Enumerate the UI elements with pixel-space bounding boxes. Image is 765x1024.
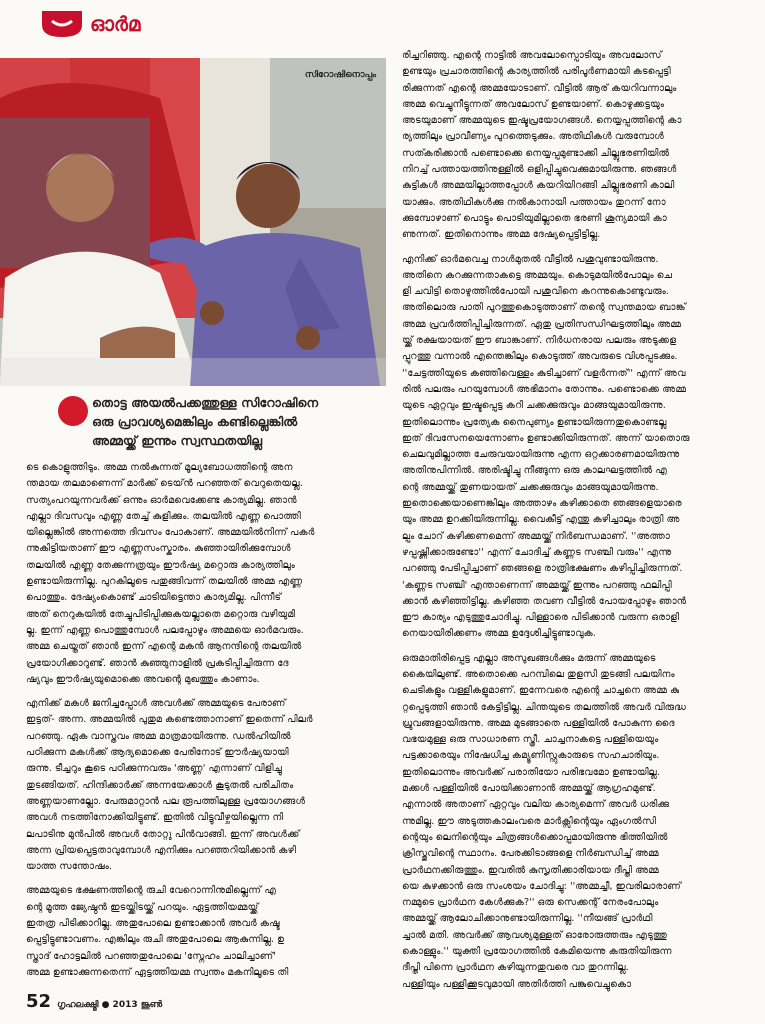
article-line: എന്നാൽ അതാണ് ഏറ്റവും വലിയ കാര്യമെന്ന് അവർ ധരിക്കു — [402, 799, 670, 811]
article-line: ക്രിസ്തുവിന്റെ സ്ഥാനം. പേരക്കിടാങ്ങളെ നിർബന്ധിച്ച് അമ്മ — [402, 848, 659, 860]
article-line: പ്രയോഗിക്കാറുണ്ട്. ഞാൻ കുഞ്ഞുനാളിൽ പ്രകടിപ്പിച്ചിരുന്ന ദേ — [26, 657, 289, 669]
pull-quote-line: ഒരു പ്രാവശ്യമെങ്കിലും കണ്ടില്ലെങ്കിൽ — [92, 414, 298, 429]
article-line: യില്ലെങ്കിൽ അന്നത്തെ ദിവസം പോകാണ്. അമ്മയിൽനിന്ന് പകർ — [26, 527, 315, 539]
article-line: ന്നുകിട്ടിയതാണ് ഈ എണ്ണസംസ്കാരം. കുഞ്ഞായിരിക്കുമ്പോൾ — [26, 543, 291, 555]
article-line: ന്നുമില്ല. ഈ അടുത്തകാലംവരെ മാർക്സിന്റെയും ഏംഗൽസി — [402, 815, 657, 827]
article-line: അവൾ നടത്തിനോക്കിയിട്ടുണ്ട്. ഇതിൽ വിട്ടുവീഴ്ചയില്ലെന്ന നി — [26, 812, 284, 824]
article-line: ക്കാൻ കഴിഞ്ഞിട്ടില്ല. കഴിഞ്ഞ തവണ വീട്ടിൽ പോയപ്പോഴും ഞാൻ — [402, 595, 687, 607]
article-line: സ്താദ് ഹോട്ടലിൽ പറഞ്ഞതുപോലെ 'സ്നേഹം ചാലിച്ചാണ്' — [26, 950, 276, 962]
article-line: ഒരുമാതിരിപ്പെട്ട എല്ലാ അസുഖങ്ങൾക്കും മരുന്ന് അമ്മയുടെ — [402, 652, 656, 664]
page-number: 52 — [26, 991, 52, 1012]
article-line: എനിക്ക് ഓർമവെച്ച നാൾമുതൽ വീട്ടിൽ പശുവുണ്ടായിരുന്നു. — [402, 253, 659, 265]
article-line: ഉണ്ടായിരുന്നില്ല. പുറകിലൂടെ പതുങ്ങിവന്ന് തലയിൽ അമ്മ എണ്ണ — [26, 576, 303, 588]
article-line: ക്കുമ്പോഴാണ് പൊട്ടും പൊടിയുമില്ലാതെ ഭരണി ശൂന്യമായി കാ — [402, 212, 667, 224]
article-photo — [0, 58, 386, 386]
article-line: ര്യത്തിലും പ്രാവീണ്യം പുറത്തെടുക്കും. അതിഥികൾ വരുമ്പോൾ — [402, 131, 665, 143]
article-line: അതിനെ കറക്കുന്നതാകട്ടെ അമ്മയും. കൊടുമയിൽപോലും ചെ — [402, 269, 673, 281]
article-line: മക്കൾ പള്ളിയിൽ പോയിക്കാണാൻ അമ്മയ്ക്ക് ആഗ്രഹമുണ്ട്. — [402, 783, 656, 795]
article-line: യാക്കും. അതിഥികൾക്കു നൽകാനായി പത്തായം തുറന്ന് നോ — [402, 196, 666, 208]
page-footer — [26, 991, 162, 1012]
article-line: കൈയിലുണ്ട്. അതൊക്കെ പറമ്പിലെ തുളസി തുടങ്ങി പലയിനം — [402, 668, 675, 680]
article-line: യെ കുഴക്കാൻ ഒരു സംശയം ചോദിച്ചു: ''അമ്മച്ചീ, ഇവരിലാരാണ് — [402, 880, 682, 892]
article-line: അമ്മ ഉണ്ടാക്കുന്നതെന്ന് ഏട്ടത്തിയമ്മ സ്വന്തം മകനിലൂടെ തി — [26, 966, 289, 978]
article-line: അമ്മയുടെ ഭക്ഷണത്തിന്റെ രുചി വേറൊന്നിനുമില്ലെന്ന് എ — [26, 885, 276, 897]
article-line: റ്റപ്പെടുത്തി ഞാൻ കേട്ടിട്ടില്ല. ചിന്തയുടെ തലത്തിൽ അവർ വിരുദ്ധ — [402, 701, 686, 713]
article-line: ല്ല. ഇന്ന് എണ്ണ പൊത്തുമ്പോൾ പലപ്പോഴും അമ്മയെ ഓർമവരും. — [26, 624, 304, 636]
article-line: നിറച്ച് പത്തായത്തിനുള്ളിൽ ഒളിപ്പിച്ചുവെക്കുമായിരുന്നു. ഞങ്ങൾ — [402, 164, 677, 176]
article-line: തുടങ്ങിയത്. ഹിന്ദിക്കാർക്ക് അന്നയേക്കാൾ കൂടുതൽ പരിചിതം — [26, 779, 294, 791]
article-line: രിച്ചറിഞ്ഞു. എന്റെ നാട്ടിൽ അവലോസ്പൊടിയും അവലോസ് — [402, 50, 662, 61]
article-line: നമ്മുടെ പ്രാർഥന കേൾക്കുക?'' ഒരു സെക്കന്റ് നേരംപോലും — [402, 897, 659, 909]
article-line: ധ്രുവങ്ങളായിരുന്നു. അമ്മ മുടങ്ങാതെ പള്ളിയിൽ പോകുന്ന ദൈ — [402, 717, 675, 729]
article-line: യാത്ത സന്തോഷം. — [26, 861, 112, 873]
article-line: അന്ന പ്രിയപ്പെട്ടതാവുമ്പോൾ എനിക്കും പറഞ്ഞറിയിക്കാൻ കഴി — [26, 844, 296, 856]
article-line: യുടെ ഏറ്റവും ഇഷ്ടപ്പെട്ട കറി ചക്കക്കുരുവും മാങ്ങയുമായിരുന്നു. — [402, 400, 666, 412]
article-line: ന്റെ മൂത്ത ജ്യേഷ്ഠൻ ഇടയ്ക്കിടയ്ക്ക് പറയും. ഏട്ടത്തിയമ്മയ്ക്ക് — [26, 901, 259, 913]
pull-quote — [58, 390, 384, 466]
article-line: രിക്കുന്നത് എന്റെ അമ്മയോടാണ്. വീട്ടിൽ ആര് കയറിവന്നാലും — [402, 82, 677, 94]
article-line: രുന്നു. ടീച്ചറും കൂടെ പഠിക്കുന്നവരും 'അണ്ണ' എന്നാണ് വിളിച്ചു — [26, 763, 282, 775]
article-line: ഇട്ടത്- അന്ന. അമ്മയിൽ പുതുമ കണ്ടെത്താനാണ് ഇതെന്ന് പിലർ — [26, 714, 313, 726]
article-line: ഇതൊക്കെയാണെങ്കിലും അത്താഴം കഴിക്കാതെ ഞങ്ങളെയാരെ — [402, 498, 682, 510]
article-line: സത്യംപറയുന്നവർക്ക് ഒന്നും ഓർമവെക്കേണ്ട കാര്യമില്ല. ഞാൻ — [26, 494, 297, 506]
article-line: ചെലവുമില്ലാത്ത ചേരുവയായിരുന്നു എന്ന ഒറ്റക്കാരണമായിരുന്നു — [402, 449, 680, 461]
article-line: എല്ലാ ദിവസവും എണ്ണ തേച്ച് കുളിക്കും. തലയിൽ എണ്ണ പൊത്തി — [26, 510, 301, 522]
article-line: ലപാടിനു മുൻപിൽ അവൾ തോറ്റു പിൻവാങ്ങി. ഇന്ന് അവൾക്ക് — [26, 828, 300, 840]
article-line: അത് നെറുകയിൽ തേച്ചുപിടിപ്പിക്കുകയല്ലാതെ മറ്റൊരു വഴിയുമി — [26, 608, 296, 620]
section-title: ഓർമ — [90, 12, 141, 36]
article-line: പ്പെട്ടിട്ടുണ്ടാവണം. എങ്കിലും രുചി അതുപോലെ ആകുന്നില്ല. ഉ — [26, 934, 285, 946]
article-line: അടയുമാണ് അമ്മയുടെ ഇഷ്ടപ്രയോഗങ്ങൾ. നെയ്യപ്പത്തിന്റെ കാ — [402, 115, 682, 127]
article-line: പ്രാർഥനക്കിരുത്തും. ഇവരിൽ കുസൃതിക്കാരിയായ ദീപ്തി അമ്മ — [402, 864, 659, 876]
pull-quote-line: തൊട്ട അയൽപക്കത്തുള്ള സിറോഷിനെ — [92, 395, 319, 410]
article-line: ഇതിലൊന്നും പ്രത്യേക നൈപുണ്യം ഉണ്ടായിരുന്നതുകൊണ്ടല്ല — [402, 416, 667, 428]
section-header — [40, 6, 140, 42]
article-line: യും അമ്മ ഉറക്കിയിരുന്നില്ല. വൈകീട്ട് എന്തു കഴിച്ചാലും രാത്രി അ — [402, 514, 680, 526]
article-line: അമ്മ വെച്ചുനീട്ടുന്നത് അവലോസ് ഉണ്ടയാണ്. കൊഴുക്കട്ടയും — [402, 98, 664, 110]
article-right-column — [402, 48, 756, 993]
article-line: പറഞ്ഞു. ഏക വാസ്തവം അമ്മ മാത്രമായിരുന്നു. ഡൽഹിയിൽ — [26, 730, 291, 742]
article-line: ച്ചാൽ മതി. അവർക്ക് ആവശ്യമുള്ളത് ഓരോരുത്തരും എടുത്തു — [402, 929, 667, 941]
article-line: എനിക്ക് മകൾ ജനിച്ചപ്പോൾ അവൾക്ക് അമ്മയുടെ പേരാണ് — [26, 698, 286, 710]
article-line: പഠിക്കുന്ന മകൾക്ക് ആദ്യമൊക്കെ പേരിനോട് ഈർഷ്യയായി — [26, 747, 289, 759]
article-line: അമ്മ പ്രവർത്തിപ്പിച്ചിരുന്നത്. ഏതു പ്രതിസന്ധിഘട്ടത്തിലും അമ്മ — [402, 318, 682, 330]
article-line: പട്ടക്കാരെയും നിഷേധിച്ച കമ്യൂണിസ്റ്റുകാരുടെ സഹചാരിയും. — [402, 750, 660, 762]
article-line: ണുന്നത്. ഇതിനൊന്നും അമ്മ ദേഷ്യപ്പെട്ടിട്ടില്ല. — [402, 229, 601, 241]
article-line: അതിനുപിന്നിൽ. അരിഷ്ടിച്ചു നീങ്ങുന്ന ഒരു കാലഘട്ടത്തിൽ എ — [402, 465, 667, 477]
article-line: ല്പം ചോറ് കഴിക്കണമെന്ന് അമ്മയ്ക്ക് നിർബന്ധമാണ്. ''അത്താ — [402, 530, 670, 542]
article-line: ന്തമായ തലമാണെന്ന് മാർക്ക് ടെയ്ൻ പറഞ്ഞത് വെറുതെയല്ല. — [26, 478, 303, 490]
article-line: സത്കരിക്കാൻ പണ്ടൊക്കെ നെയ്യപ്പമുണ്ടാക്കി ചില്ലുഭരണിയിൽ — [402, 147, 670, 159]
article-line: ചെടികളും വള്ളികളുമാണ്. ഇന്നേവരെ എന്റെ ചാച്ചനെ അമ്മ കു — [402, 685, 680, 697]
article-line: ന്റെയും ലെനിന്റെയും ചിത്രങ്ങൾക്കൊപ്പമായിരുന്നു ഭിത്തിയിൽ — [402, 831, 668, 843]
photo-caption: സിറോഷിനൊപ്പം — [304, 70, 376, 80]
article-line: ''ചേട്ടത്തിയുടെ കഞ്ഞിവെള്ളം കുടിച്ചാണ് വളർന്നത്'' എന്ന് അവ — [402, 367, 686, 379]
article-line: ഇതത്ര പിടിക്കാറില്ല. അതുപോലെ ഉണ്ടാക്കാൻ അവർ കഷ്ട — [26, 918, 280, 930]
article-line: പള്ളിയും പള്ളിക്കൂടവുമായി അതിർത്തി പങ്കുവെച്ചുകൊ — [402, 978, 632, 990]
photo-illustration — [0, 58, 386, 386]
article-line: ഈ കാര്യം എടുത്തുചോദിച്ചു. പിള്ളാരെ പിടിക്കാൻ വരുന്ന ഒരാളി — [402, 612, 680, 624]
article-line: അതിലൊരു പാതി പുറത്തുകൊടുത്താണ് തന്റെ സ്വന്തമായ ബാങ്ക് — [402, 302, 686, 314]
article-line: ഇത് ദിവസേനയെന്നോണം ഉണ്ടാക്കിയിരുന്നത്. അന്ന് യാതൊരു — [402, 432, 690, 444]
article-line: യ്ക്ക് രക്ഷയായത് ഈ ബാങ്കാണ്. നിർധനരായ പലരും അടുക്കള — [402, 335, 677, 347]
pull-quote-bullet-icon — [58, 396, 88, 426]
article-line: രിൽ പലരും പറയുമ്പോൾ അഭിമാനം തോന്നും. പണ്ടൊക്കെ അമ്മ — [402, 383, 687, 395]
article-line: ഇതിലൊന്നും അവർക്ക് പരാതിയോ പരിഭവമോ ഉണ്ടായില്ല. — [402, 766, 660, 778]
article-line: വഭയമുള്ള ഒരു സാധാരണ സ്ത്രീ. ചാച്ചനാകട്ടെ പള്ളിയെയും — [402, 734, 659, 746]
article-line: ന്റെ അമ്മയ്ക്ക് തുണയായത് ചക്കക്കുരുവും മാങ്ങയുമായിരുന്നു. — [402, 481, 659, 493]
magazine-credit: ഗൃഹലക്ഷ്മി ● 2013 ജൂൺ — [57, 1000, 163, 1010]
section-logo-icon — [40, 9, 84, 39]
article-line: തലയിൽ എണ്ണ തേക്കുന്നത്രയും ഈർഷ്യ മറ്റൊരു കാര്യത്തിലും — [26, 559, 295, 571]
article-line: പൊത്തും. ദേഷ്യംകൊണ്ട് ചാടിയിട്ടെന്താ കാര്യമില്ല. പിന്നീട് — [26, 592, 282, 604]
article-line: ളി ചവിട്ടി തൊഴുത്തിൽപോയി പശുവിനെ കറന്നുകൊണ്ടുവരും. — [402, 286, 669, 298]
article-line: ദീപ്തി പിന്നെ പ്രാർഥന കഴിയുന്നതുവരെ വാ തുറന്നില്ല. — [402, 962, 629, 974]
article-line: അണ്ണയാണല്ലോ. പേരുമാറ്റാൻ പല രൂപത്തിലുള്ള പ്രയോഗങ്ങൾ — [26, 795, 306, 807]
article-line: പറഞ്ഞു പേടിപ്പിച്ചാണ് ഞങ്ങളെ രാത്രിഭക്ഷണം കഴിപ്പിച്ചിരുന്നത്. — [402, 563, 683, 575]
article-line: ഉണ്ടയും പ്രചാരത്തിന്റെ കാര്യത്തിൽ പരിപൂർണമായി കടപ്പെട്ടി — [402, 66, 671, 78]
article-line: കുട്ടികൾ അമ്മയില്ലാത്തപ്പോൾ കയറിയിറങ്ങി ചില്ലുഭരണി കാലി — [402, 180, 675, 192]
article-line: ഴപ്പഷ്ണിക്കാരുണ്ടോ'' എന്ന് ചോദിച്ച് കണ്ണട സഞ്ചി വരും'' എന്നു — [402, 546, 672, 558]
article-line: അമ്മ ചെയ്തത് ഞാൻ ഇന്ന് എന്റെ മകൻ ആനന്ദിന്റെ തലയിൽ — [26, 641, 302, 653]
article-line: 'കണ്ണട സഞ്ചി' എന്താണെന്ന് അമ്മയ്ക്ക് ഇന്നും പറഞ്ഞു ഫലിപ്പി — [402, 579, 672, 591]
pull-quote-line: അമ്മയ്ക്ക് ഇന്നും സ്വസ്ഥതയില്ല — [92, 433, 263, 448]
article-left-column — [26, 460, 384, 981]
pull-quote-text — [92, 393, 392, 450]
article-line: നെയായിരിക്കണം അമ്മ ഉദ്ദേശിച്ചിട്ടുണ്ടാവുക. — [402, 628, 596, 640]
article-line: കൊള്ളും.'' യുക്തി പ്രയോഗത്തിൽ കേമിയെന്നു കരുതിയിരുന്ന — [402, 946, 672, 958]
article-line: ഷ്യവും ഈർഷ്യയുമൊക്കെ അവന്റെ മുഖത്തും കാണാം. — [26, 673, 260, 685]
article-line: അമ്മയ്ക്ക് ആലോചിക്കാനുണ്ടായിരുന്നില്ല. ''നീയങ്ങ് പ്രാർഥി — [402, 913, 653, 925]
article-line: പ്പുറത്തു വന്നാൽ എന്തെങ്കിലും കൊടുത്ത് അവരുടെ വിശപ്പടക്കും. — [402, 351, 678, 363]
article-line: ടെ കൊളുത്തിടും. അമ്മ നൽകുന്നത് മൂല്യബോധത്തിന്റെ അന — [26, 462, 293, 473]
